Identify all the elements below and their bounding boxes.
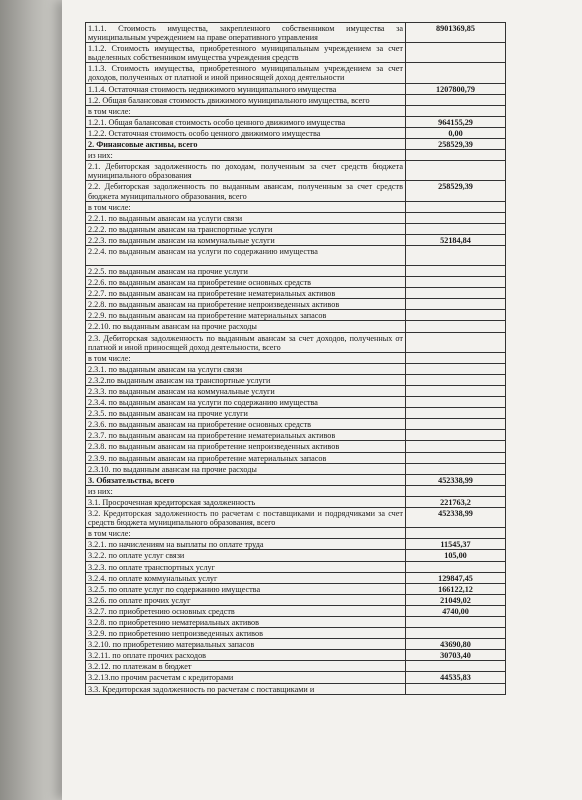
table-row <box>86 139 506 150</box>
table-row <box>86 310 506 321</box>
table-row <box>86 352 506 363</box>
row-value: 129847,45 <box>406 572 506 583</box>
row-label: 1.2.1. Общая балансовая стоимость особо ценного движимого имущества <box>86 116 406 127</box>
row-label: 3.2.12. по платежам в бюджет <box>86 661 406 672</box>
row-value <box>406 288 506 299</box>
row-label: 2.3.9. по выданным авансам на приобретение материальных запасов <box>86 452 406 463</box>
table-row <box>86 572 506 583</box>
row-label: 2.3.2.по выданным авансам на транспортные услуги <box>86 374 406 385</box>
row-label: 2.2.10. по выданным авансам на прочие расходы <box>86 321 406 332</box>
table-row <box>86 234 506 245</box>
row-label: в том числе: <box>86 105 406 116</box>
table-row <box>86 397 506 408</box>
row-value: 8901369,85 <box>406 23 506 43</box>
table-row <box>86 430 506 441</box>
table-row <box>86 508 506 528</box>
row-value <box>406 374 506 385</box>
row-value <box>406 661 506 672</box>
table-row <box>86 550 506 561</box>
row-value <box>406 485 506 496</box>
table-row <box>86 628 506 639</box>
row-value <box>406 441 506 452</box>
row-label: 1.1.4. Остаточная стоимость недвижимого муниципального имущества <box>86 83 406 94</box>
table-row <box>86 616 506 627</box>
row-value <box>406 299 506 310</box>
row-value <box>406 245 506 265</box>
row-label: 3.2.9. по приобретению непроизведенных активов <box>86 628 406 639</box>
row-label: 2.3.8. по выданным авансам на приобретение непроизведенных активов <box>86 441 406 452</box>
row-value: 44535,83 <box>406 672 506 683</box>
table-row <box>86 321 506 332</box>
row-label: 2.2.1. по выданным авансам на услуги связи <box>86 212 406 223</box>
row-value <box>406 105 506 116</box>
table-row <box>86 288 506 299</box>
row-value: 30703,40 <box>406 650 506 661</box>
row-label: 2.3.1. по выданным авансам на услуги связи <box>86 363 406 374</box>
row-value: 0,00 <box>406 127 506 138</box>
row-label: из них: <box>86 485 406 496</box>
table-row <box>86 363 506 374</box>
row-value <box>406 616 506 627</box>
table-row <box>86 245 506 265</box>
table-row <box>86 374 506 385</box>
row-label: 2.2.8. по выданным авансам на приобретение непроизведенных активов <box>86 299 406 310</box>
row-label: 1.1.1. Стоимость имущества, закрепленного собственником имущества за муниципальным учреждением на праве оперативного управления <box>86 23 406 43</box>
row-value <box>406 352 506 363</box>
row-value: 105,00 <box>406 550 506 561</box>
table-row <box>86 561 506 572</box>
row-label: 2.3.3. по выданным авансам на коммунальные услуги <box>86 386 406 397</box>
table-row <box>86 485 506 496</box>
table-row <box>86 277 506 288</box>
book-spine-shadow <box>0 0 62 800</box>
row-label: в том числе: <box>86 201 406 212</box>
row-value <box>406 452 506 463</box>
row-label: 3.2.11. по оплате прочих расходов <box>86 650 406 661</box>
row-label: 2.3. Дебиторская задолженность по выданным авансам за счет доходов, полученных от платной и иной приносящей доход деятельности, всего <box>86 332 406 352</box>
row-value: 52184,84 <box>406 234 506 245</box>
row-value <box>406 430 506 441</box>
row-value <box>406 386 506 397</box>
row-value <box>406 628 506 639</box>
row-value: 21049,02 <box>406 594 506 605</box>
table-row <box>86 83 506 94</box>
row-value: 452338,99 <box>406 508 506 528</box>
table-row <box>86 496 506 507</box>
table-row <box>86 181 506 201</box>
row-label: в том числе: <box>86 528 406 539</box>
table-row <box>86 116 506 127</box>
row-value <box>406 321 506 332</box>
row-value <box>406 277 506 288</box>
row-label: в том числе: <box>86 352 406 363</box>
table-row <box>86 63 506 83</box>
row-value <box>406 397 506 408</box>
row-value <box>406 332 506 352</box>
table-row <box>86 127 506 138</box>
table-row <box>86 23 506 43</box>
row-value: 258529,39 <box>406 139 506 150</box>
row-label: 2.3.6. по выданным авансам на приобретение основных средств <box>86 419 406 430</box>
row-value: 1207800,79 <box>406 83 506 94</box>
row-label: 3.2.10. по приобретению материальных запасов <box>86 639 406 650</box>
table-row <box>86 43 506 63</box>
row-value <box>406 223 506 234</box>
row-value <box>406 419 506 430</box>
table-row <box>86 639 506 650</box>
row-label: 2.3.4. по выданным авансам на услуги по содержанию имущества <box>86 397 406 408</box>
table-row <box>86 386 506 397</box>
row-label: 3.2.5. по оплате услуг по содержанию имущества <box>86 583 406 594</box>
table-row <box>86 223 506 234</box>
table-row <box>86 105 506 116</box>
row-label: 2.2.7. по выданным авансам на приобретение нематериальных активов <box>86 288 406 299</box>
table-row <box>86 441 506 452</box>
table-row <box>86 683 506 694</box>
row-value <box>406 363 506 374</box>
table-row <box>86 661 506 672</box>
table-row <box>86 150 506 161</box>
row-label: 1.2.2. Остаточная стоимость особо ценного движимого имущества <box>86 127 406 138</box>
row-label: 3. Обязательства, всего <box>86 474 406 485</box>
row-label: 3.2. Кредиторская задолженность по расчетам с поставщиками и подрядчиками за счет средств бюджета муниципального образования, всего <box>86 508 406 528</box>
row-value <box>406 63 506 83</box>
row-label: 2.2.5. по выданным авансам на прочие услуги <box>86 265 406 276</box>
table-row <box>86 408 506 419</box>
row-label: 1.1.2. Стоимость имущества, приобретенного муниципальным учреждением за счет выделенных собственником имущества учреждения средств <box>86 43 406 63</box>
row-label: 2.2.2. по выданным авансам на транспортные услуги <box>86 223 406 234</box>
row-value <box>406 408 506 419</box>
table-row <box>86 212 506 223</box>
row-value <box>406 528 506 539</box>
table-row <box>86 299 506 310</box>
row-value <box>406 683 506 694</box>
row-label: 2.1. Дебиторская задолженность по доходам, полученным за счет средств бюджета муниципального образования <box>86 161 406 181</box>
row-label: 2.2.3. по выданным авансам на коммунальные услуги <box>86 234 406 245</box>
row-value <box>406 94 506 105</box>
row-label: 1.2. Общая балансовая стоимость движимого муниципального имущества, всего <box>86 94 406 105</box>
row-value <box>406 561 506 572</box>
table-row <box>86 650 506 661</box>
row-label: 1.1.3. Стоимость имущества, приобретенного муниципальным учреждением за счет доходов, полученных от платной и иной приносящей доход деятельности <box>86 63 406 83</box>
row-label: 3.1. Просроченная кредиторская задолженность <box>86 496 406 507</box>
row-label: 2.2.9. по выданным авансам на приобретение материальных запасов <box>86 310 406 321</box>
row-label: 2.2.4. по выданным авансам на услуги по содержанию имущества <box>86 245 406 265</box>
row-value <box>406 265 506 276</box>
row-value: 11545,37 <box>406 539 506 550</box>
row-label: 3.2.1. по начислениям на выплаты по оплате труда <box>86 539 406 550</box>
row-value <box>406 161 506 181</box>
row-label: 3.2.6. по оплате прочих услуг <box>86 594 406 605</box>
row-value <box>406 150 506 161</box>
row-label: 3.2.2. по оплате услуг связи <box>86 550 406 561</box>
row-value: 964155,29 <box>406 116 506 127</box>
row-label: 3.3. Кредиторская задолженность по расчетам с поставщиками и <box>86 683 406 694</box>
row-value <box>406 212 506 223</box>
row-label: 2.3.7. по выданным авансам на приобретение нематериальных активов <box>86 430 406 441</box>
row-value <box>406 43 506 63</box>
table-row <box>86 539 506 550</box>
row-value: 452338,99 <box>406 474 506 485</box>
table-row <box>86 201 506 212</box>
row-label: 3.2.7. по приобретению основных средств <box>86 605 406 616</box>
row-label: 2.3.5. по выданным авансам на прочие услуги <box>86 408 406 419</box>
table-row <box>86 583 506 594</box>
row-label: 3.2.3. по оплате транспортных услуг <box>86 561 406 572</box>
table-row <box>86 161 506 181</box>
table-row <box>86 419 506 430</box>
table-row <box>86 463 506 474</box>
financial-report-table <box>85 22 506 695</box>
row-label: 2.2.6. по выданным авансам на приобретение основных средств <box>86 277 406 288</box>
row-value: 43690,80 <box>406 639 506 650</box>
table-row <box>86 672 506 683</box>
table-body <box>86 23 506 695</box>
row-value <box>406 201 506 212</box>
table-row <box>86 94 506 105</box>
row-value <box>406 310 506 321</box>
row-value: 221763,2 <box>406 496 506 507</box>
table-row <box>86 528 506 539</box>
row-label: 2. Финансовые активы, всего <box>86 139 406 150</box>
row-label: 3.2.4. по оплате коммунальных услуг <box>86 572 406 583</box>
row-label: 2.3.10. по выданным авансам на прочие расходы <box>86 463 406 474</box>
row-label: из них: <box>86 150 406 161</box>
table-row <box>86 474 506 485</box>
row-value: 166122,12 <box>406 583 506 594</box>
table-row <box>86 605 506 616</box>
table-row <box>86 332 506 352</box>
row-label: 3.2.8. по приобретению нематериальных активов <box>86 616 406 627</box>
table-row <box>86 265 506 276</box>
row-value <box>406 463 506 474</box>
row-value: 4740,00 <box>406 605 506 616</box>
table-row <box>86 594 506 605</box>
row-label: 2.2. Дебиторская задолженность по выданным авансам, полученным за счет средств бюджета муниципального образования, всего <box>86 181 406 201</box>
table-row <box>86 452 506 463</box>
row-value: 258529,39 <box>406 181 506 201</box>
row-label: 3.2.13.по прочим расчетам с кредиторами <box>86 672 406 683</box>
